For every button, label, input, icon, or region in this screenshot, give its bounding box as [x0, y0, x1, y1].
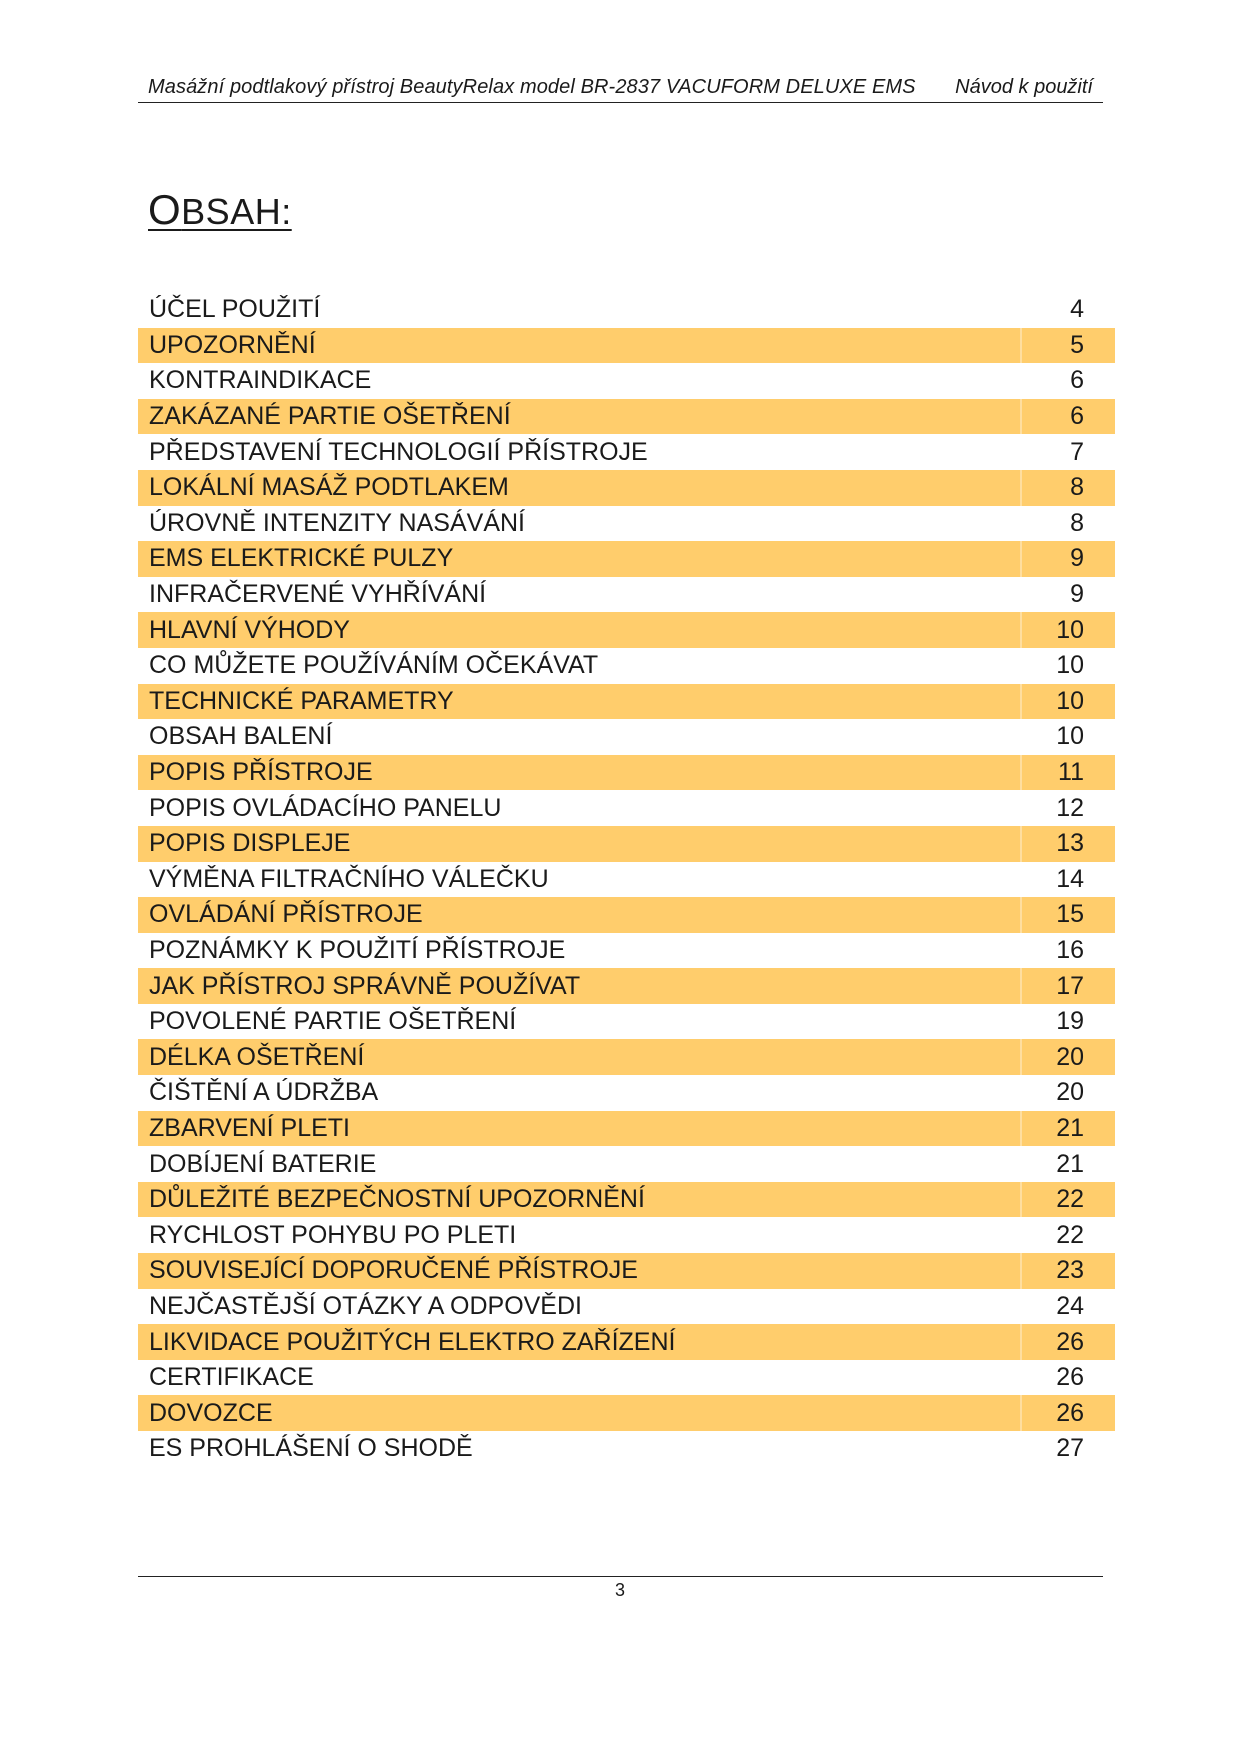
toc-entry[interactable] — [138, 1039, 1115, 1075]
page-number: 3 — [614, 1580, 625, 1600]
toc-entry-label: INFRAČERVENÉ VYHŘÍVÁNÍ — [149, 580, 487, 609]
toc-entry[interactable] — [138, 1431, 1115, 1467]
toc-entry[interactable] — [138, 292, 1115, 328]
toc-entry-page: 6 — [1070, 402, 1084, 431]
toc-entry-page: 26 — [1056, 1327, 1084, 1356]
toc-entry-label: CERTIFIKACE — [149, 1363, 314, 1392]
toc-entry-label: ZBARVENÍ PLETI — [149, 1113, 350, 1142]
toc-entry-page: 22 — [1056, 1185, 1084, 1214]
toc-heading-initial: O — [148, 186, 182, 233]
toc-entry[interactable] — [138, 826, 1115, 862]
toc-entry[interactable] — [138, 862, 1115, 898]
toc-heading-rest: BSAH: — [181, 191, 292, 232]
toc-entry[interactable] — [138, 1360, 1115, 1396]
toc-entry-label: DÉLKA OŠETŘENÍ — [149, 1042, 365, 1071]
toc-entry-page: 26 — [1056, 1363, 1084, 1392]
toc-entry[interactable] — [138, 684, 1115, 720]
toc-entry-label: POPIS OVLÁDACÍHO PANELU — [149, 793, 502, 822]
toc-entry[interactable] — [138, 1146, 1115, 1182]
toc-entry-label: ES PROHLÁŠENÍ O SHODĚ — [149, 1434, 473, 1463]
toc-entry-label: ÚROVNĚ INTENZITY NASÁVÁNÍ — [149, 508, 525, 537]
toc-entry[interactable] — [138, 328, 1115, 364]
toc-column-divider — [1020, 328, 1022, 364]
toc-entry-page: 21 — [1056, 1113, 1084, 1142]
toc-entry[interactable] — [138, 1217, 1115, 1253]
toc-entry[interactable] — [138, 506, 1115, 542]
toc-entry[interactable] — [138, 790, 1115, 826]
toc-entry-page: 20 — [1056, 1078, 1084, 1107]
toc-entry-label: TECHNICKÉ PARAMETRY — [149, 686, 454, 715]
toc-entry-page: 9 — [1070, 580, 1084, 609]
toc-entry[interactable] — [138, 1075, 1115, 1111]
toc-entry-page: 14 — [1056, 864, 1084, 893]
toc-column-divider — [1020, 755, 1022, 791]
toc-column-divider — [1020, 826, 1022, 862]
toc-entry-label: JAK PŘÍSTROJ SPRÁVNĚ POUŽÍVAT — [149, 971, 581, 1000]
toc-entry[interactable] — [138, 1289, 1115, 1325]
toc-entry-label: ZAKÁZANÉ PARTIE OŠETŘENÍ — [149, 402, 511, 431]
toc-entry-label: POVOLENÉ PARTIE OŠETŘENÍ — [149, 1007, 517, 1036]
toc-entry[interactable] — [138, 1182, 1115, 1218]
toc-entry-label: LOKÁLNÍ MASÁŽ PODTLAKEM — [149, 473, 509, 502]
toc-entry-label: DOBÍJENÍ BATERIE — [149, 1149, 377, 1178]
page-header — [138, 74, 1103, 103]
toc-entry-page: 17 — [1056, 971, 1084, 1000]
toc-entry[interactable] — [138, 1004, 1115, 1040]
toc-entry-label: CO MŮŽETE POUŽÍVÁNÍM OČEKÁVAT — [149, 651, 599, 680]
toc-entry-label: ČIŠTĚNÍ A ÚDRŽBA — [149, 1078, 379, 1107]
table-of-contents — [138, 292, 1115, 1467]
toc-column-divider — [1020, 612, 1022, 648]
toc-entry-label: DOVOZCE — [149, 1398, 273, 1427]
toc-column-divider — [1020, 399, 1022, 435]
toc-entry[interactable] — [138, 470, 1115, 506]
toc-entry[interactable] — [138, 399, 1115, 435]
toc-entry-page: 21 — [1056, 1149, 1084, 1178]
toc-column-divider — [1020, 1039, 1022, 1075]
toc-entry-page: 10 — [1056, 686, 1084, 715]
toc-entry-label: OVLÁDÁNÍ PŘÍSTROJE — [149, 900, 423, 929]
toc-entry[interactable] — [138, 755, 1115, 791]
toc-entry-label: NEJČASTĚJŠÍ OTÁZKY A ODPOVĚDI — [149, 1291, 582, 1320]
toc-entry-page: 27 — [1056, 1434, 1084, 1463]
toc-entry-page: 8 — [1070, 473, 1084, 502]
toc-entry-page: 9 — [1070, 544, 1084, 573]
toc-entry[interactable] — [138, 968, 1115, 1004]
toc-column-divider — [1020, 897, 1022, 933]
toc-entry-label: KONTRAINDIKACE — [149, 366, 372, 395]
toc-entry-label: SOUVISEJÍCÍ DOPORUČENÉ PŘÍSTROJE — [149, 1256, 638, 1285]
toc-entry-page: 10 — [1056, 651, 1084, 680]
toc-entry-label: RYCHLOST POHYBU PO PLETI — [149, 1220, 517, 1249]
toc-entry-label: POZNÁMKY K POUŽITÍ PŘÍSTROJE — [149, 935, 566, 964]
toc-entry-page: 10 — [1056, 722, 1084, 751]
toc-entry[interactable] — [138, 363, 1115, 399]
toc-column-divider — [1020, 968, 1022, 1004]
toc-entry[interactable] — [138, 933, 1115, 969]
toc-entry[interactable] — [138, 577, 1115, 613]
toc-entry-page: 13 — [1056, 829, 1084, 858]
toc-entry-label: LIKVIDACE POUŽITÝCH ELEKTRO ZAŘÍZENÍ — [149, 1327, 676, 1356]
toc-entry-page: 15 — [1056, 900, 1084, 929]
toc-column-divider — [1020, 684, 1022, 720]
toc-entry-page: 22 — [1056, 1220, 1084, 1249]
toc-entry-label: ÚČEL POUŽITÍ — [149, 295, 321, 324]
toc-entry-label: DŮLEŽITÉ BEZPEČNOSTNÍ UPOZORNĚNÍ — [149, 1185, 645, 1214]
toc-column-divider — [1020, 1324, 1022, 1360]
toc-entry[interactable] — [138, 434, 1115, 470]
toc-column-divider — [1020, 541, 1022, 577]
toc-column-divider — [1020, 1395, 1022, 1431]
toc-entry-page: 12 — [1056, 793, 1084, 822]
toc-entry-page: 8 — [1070, 508, 1084, 537]
toc-entry[interactable] — [138, 1324, 1115, 1360]
toc-column-divider — [1020, 1253, 1022, 1289]
toc-entry-label: HLAVNÍ VÝHODY — [149, 615, 350, 644]
toc-entry[interactable] — [138, 1111, 1115, 1147]
toc-entry[interactable] — [138, 897, 1115, 933]
toc-entry-label: POPIS PŘÍSTROJE — [149, 758, 373, 787]
footer-rule — [138, 1576, 1103, 1577]
toc-entry[interactable] — [138, 648, 1115, 684]
toc-entry-label: PŘEDSTAVENÍ TECHNOLOGIÍ PŘÍSTROJE — [149, 437, 648, 466]
toc-entry-label: POPIS DISPLEJE — [149, 829, 351, 858]
toc-entry-page: 19 — [1056, 1007, 1084, 1036]
toc-column-divider — [1020, 1111, 1022, 1147]
toc-column-divider — [1020, 1182, 1022, 1218]
toc-entry[interactable] — [138, 719, 1115, 755]
document-title: Masážní podtlakový přístroj BeautyRelax model BR-2837 VACUFORM DELUXE EMS — [148, 76, 916, 98]
toc-column-divider — [1020, 470, 1022, 506]
toc-entry-label: OBSAH BALENÍ — [149, 722, 333, 751]
toc-entry-page: 4 — [1070, 295, 1084, 324]
toc-heading — [148, 186, 292, 234]
toc-entry-label: UPOZORNĚNÍ — [149, 330, 316, 359]
toc-entry-page: 26 — [1056, 1398, 1084, 1427]
toc-entry[interactable] — [138, 541, 1115, 577]
toc-entry-page: 20 — [1056, 1042, 1084, 1071]
toc-entry-page: 24 — [1056, 1291, 1084, 1320]
toc-entry-label: VÝMĚNA FILTRAČNÍHO VÁLEČKU — [149, 864, 549, 893]
toc-entry-page: 6 — [1070, 366, 1084, 395]
toc-entry-page: 10 — [1056, 615, 1084, 644]
toc-entry[interactable] — [138, 612, 1115, 648]
toc-entry[interactable] — [138, 1253, 1115, 1289]
toc-entry-page: 11 — [1058, 758, 1084, 787]
toc-entry[interactable] — [138, 1395, 1115, 1431]
toc-entry-page: 7 — [1070, 437, 1084, 466]
toc-entry-page: 5 — [1070, 330, 1084, 359]
toc-entry-page: 23 — [1056, 1256, 1084, 1285]
toc-entry-label: EMS ELEKTRICKÉ PULZY — [149, 544, 454, 573]
document-type: Návod k použití — [955, 76, 1093, 98]
toc-entry-page: 16 — [1056, 935, 1084, 964]
